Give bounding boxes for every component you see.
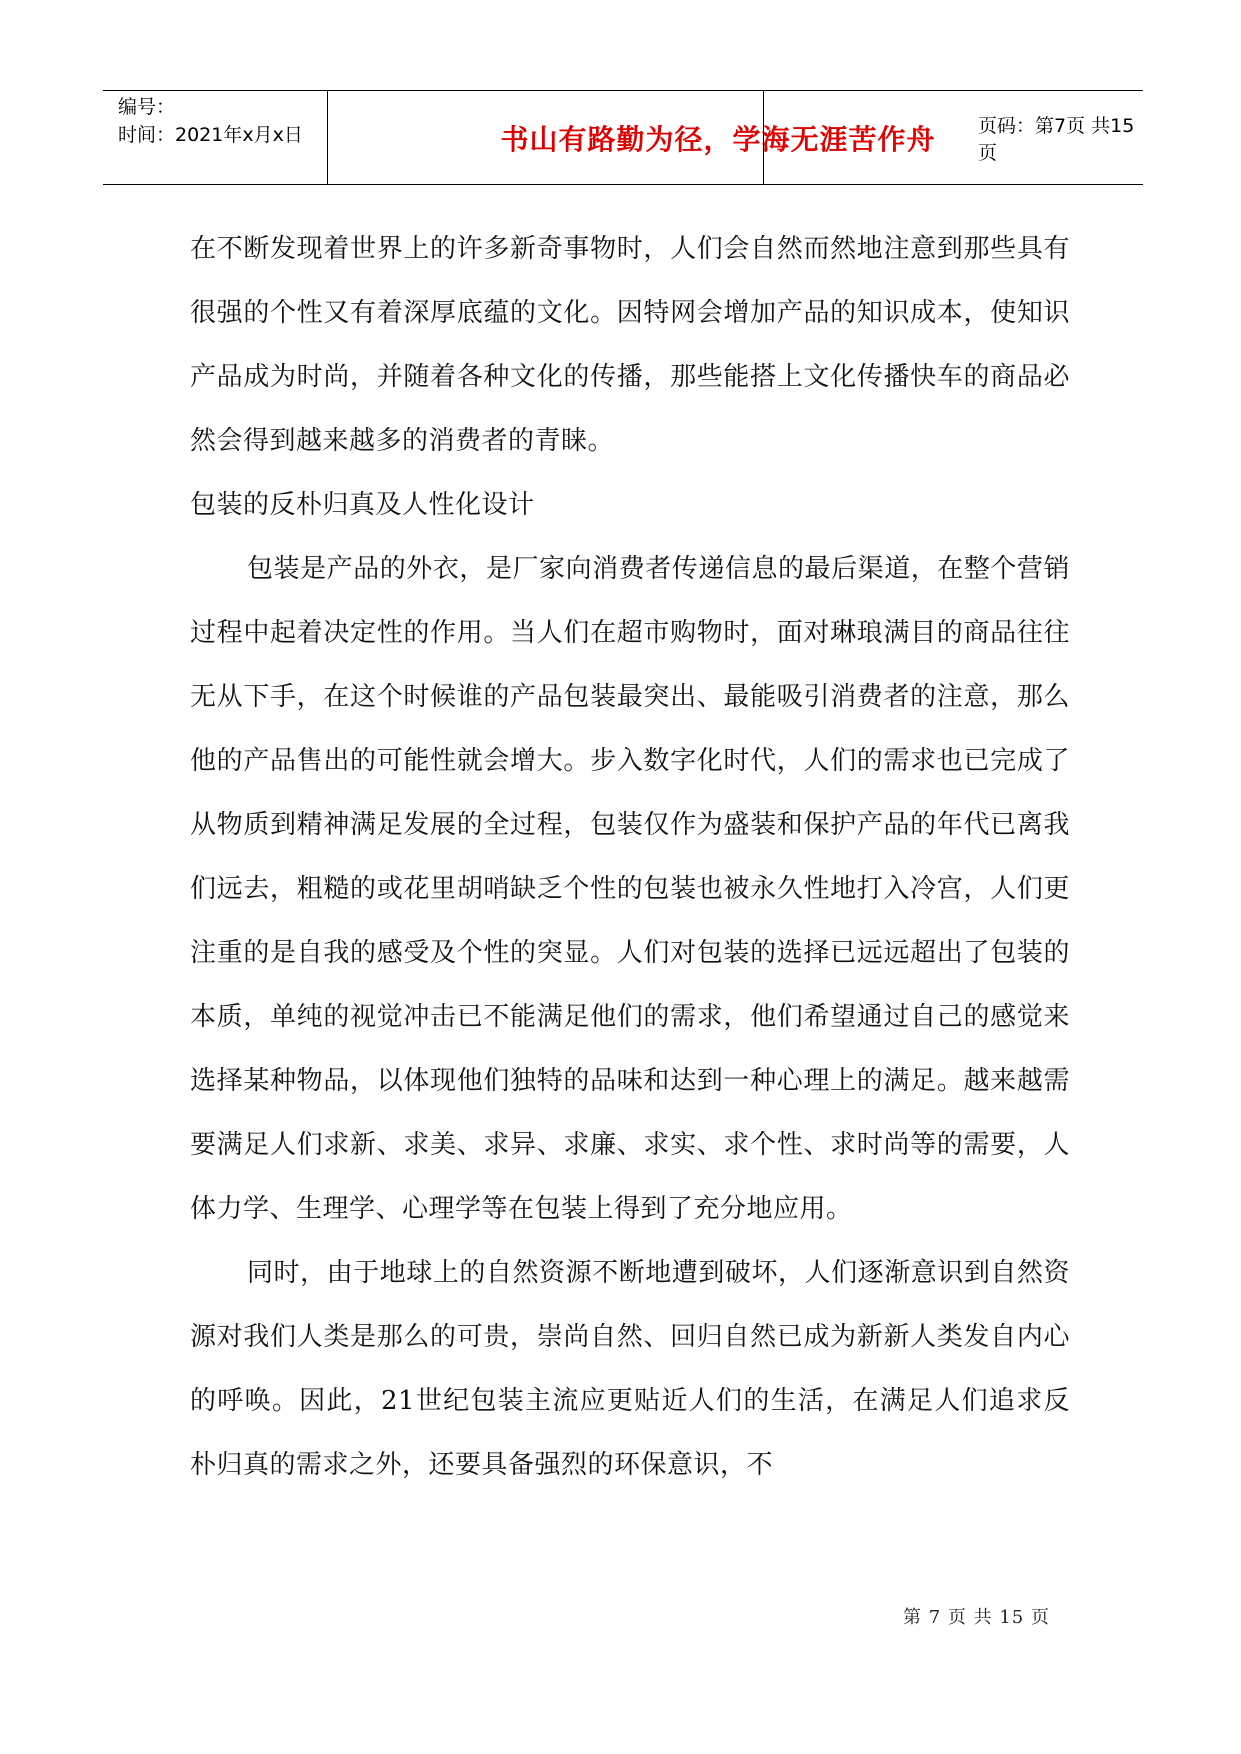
header-page-label: 页码：第7页 共15页 <box>978 114 1135 164</box>
header-motto: 书山有路勤为径，学海无涯苦作舟 <box>500 122 936 156</box>
header-divider-left <box>327 91 328 184</box>
paragraph-2: 包装是产品的外衣，是厂家向消费者传递信息的最后渠道，在整个营销过程中起着决定性的作用。当人们在超市购物时，面对琳琅满目的商品往往无从下手，在这个时候谁的产品包装最突出、最能吸引消费者的注意，那么他的产品售出的可能性就会增大。步入数字化时代，人们的需求也已完成了从物质到精神满足发展的全过程，包装仅作为盛装和保护产品的年代已离我们远去，粗糙的或花里胡哨缺乏个性的包装也被永久性地打入冷宫，人们更注重的是自我的感受及个性的突显。人们对包装的选择已远远超出了包装的本质，单纯的视觉冲击已不能满足他们的需求，他们希望通过自己的感觉来选择某种物品，以体现他们独特的品味和达到一种心理上的满足。越来越需要满足人们求新、求美、求异、求廉、求实、求个性、求时尚等的需要，人体力学、生理学、心理学等在包装上得到了充分地应用。 <box>190 554 1070 1224</box>
doc-time-label: 时间：2021年x月x日 <box>118 124 303 146</box>
header-divider-right <box>763 91 764 184</box>
page-footer: 第 7 页 共 15 页 <box>903 1607 1050 1628</box>
document-body <box>190 217 1070 1497</box>
paragraph-1: 在不断发现着世界上的许多新奇事物时，人们会自然而然地注意到那些具有很强的个性又有着深厚底蕴的文化。因特网会增加产品的知识成本，使知识产品成为时尚，并随着各种文化的传播，那些能搭上文化传播快车的商品必然会得到越来越多的消费者的青睐。 <box>190 234 1070 456</box>
header-meta <box>118 93 463 149</box>
doc-number-label: 编号： <box>118 96 176 118</box>
paragraph-3: 同时，由于地球上的自然资源不断地遭到破坏，人们逐渐意识到自然资源对我们人类是那么的可贵，崇尚自然、回归自然已成为新新人类发自内心的呼唤。因此，21世纪包装主流应更贴近人们的生活，在满足人们追求反朴归真的需求之外，还要具备强烈的环保意识，不 <box>190 1258 1070 1480</box>
section-heading: 包装的反朴归真及人性化设计 <box>190 490 535 520</box>
page-header <box>103 90 1143 185</box>
